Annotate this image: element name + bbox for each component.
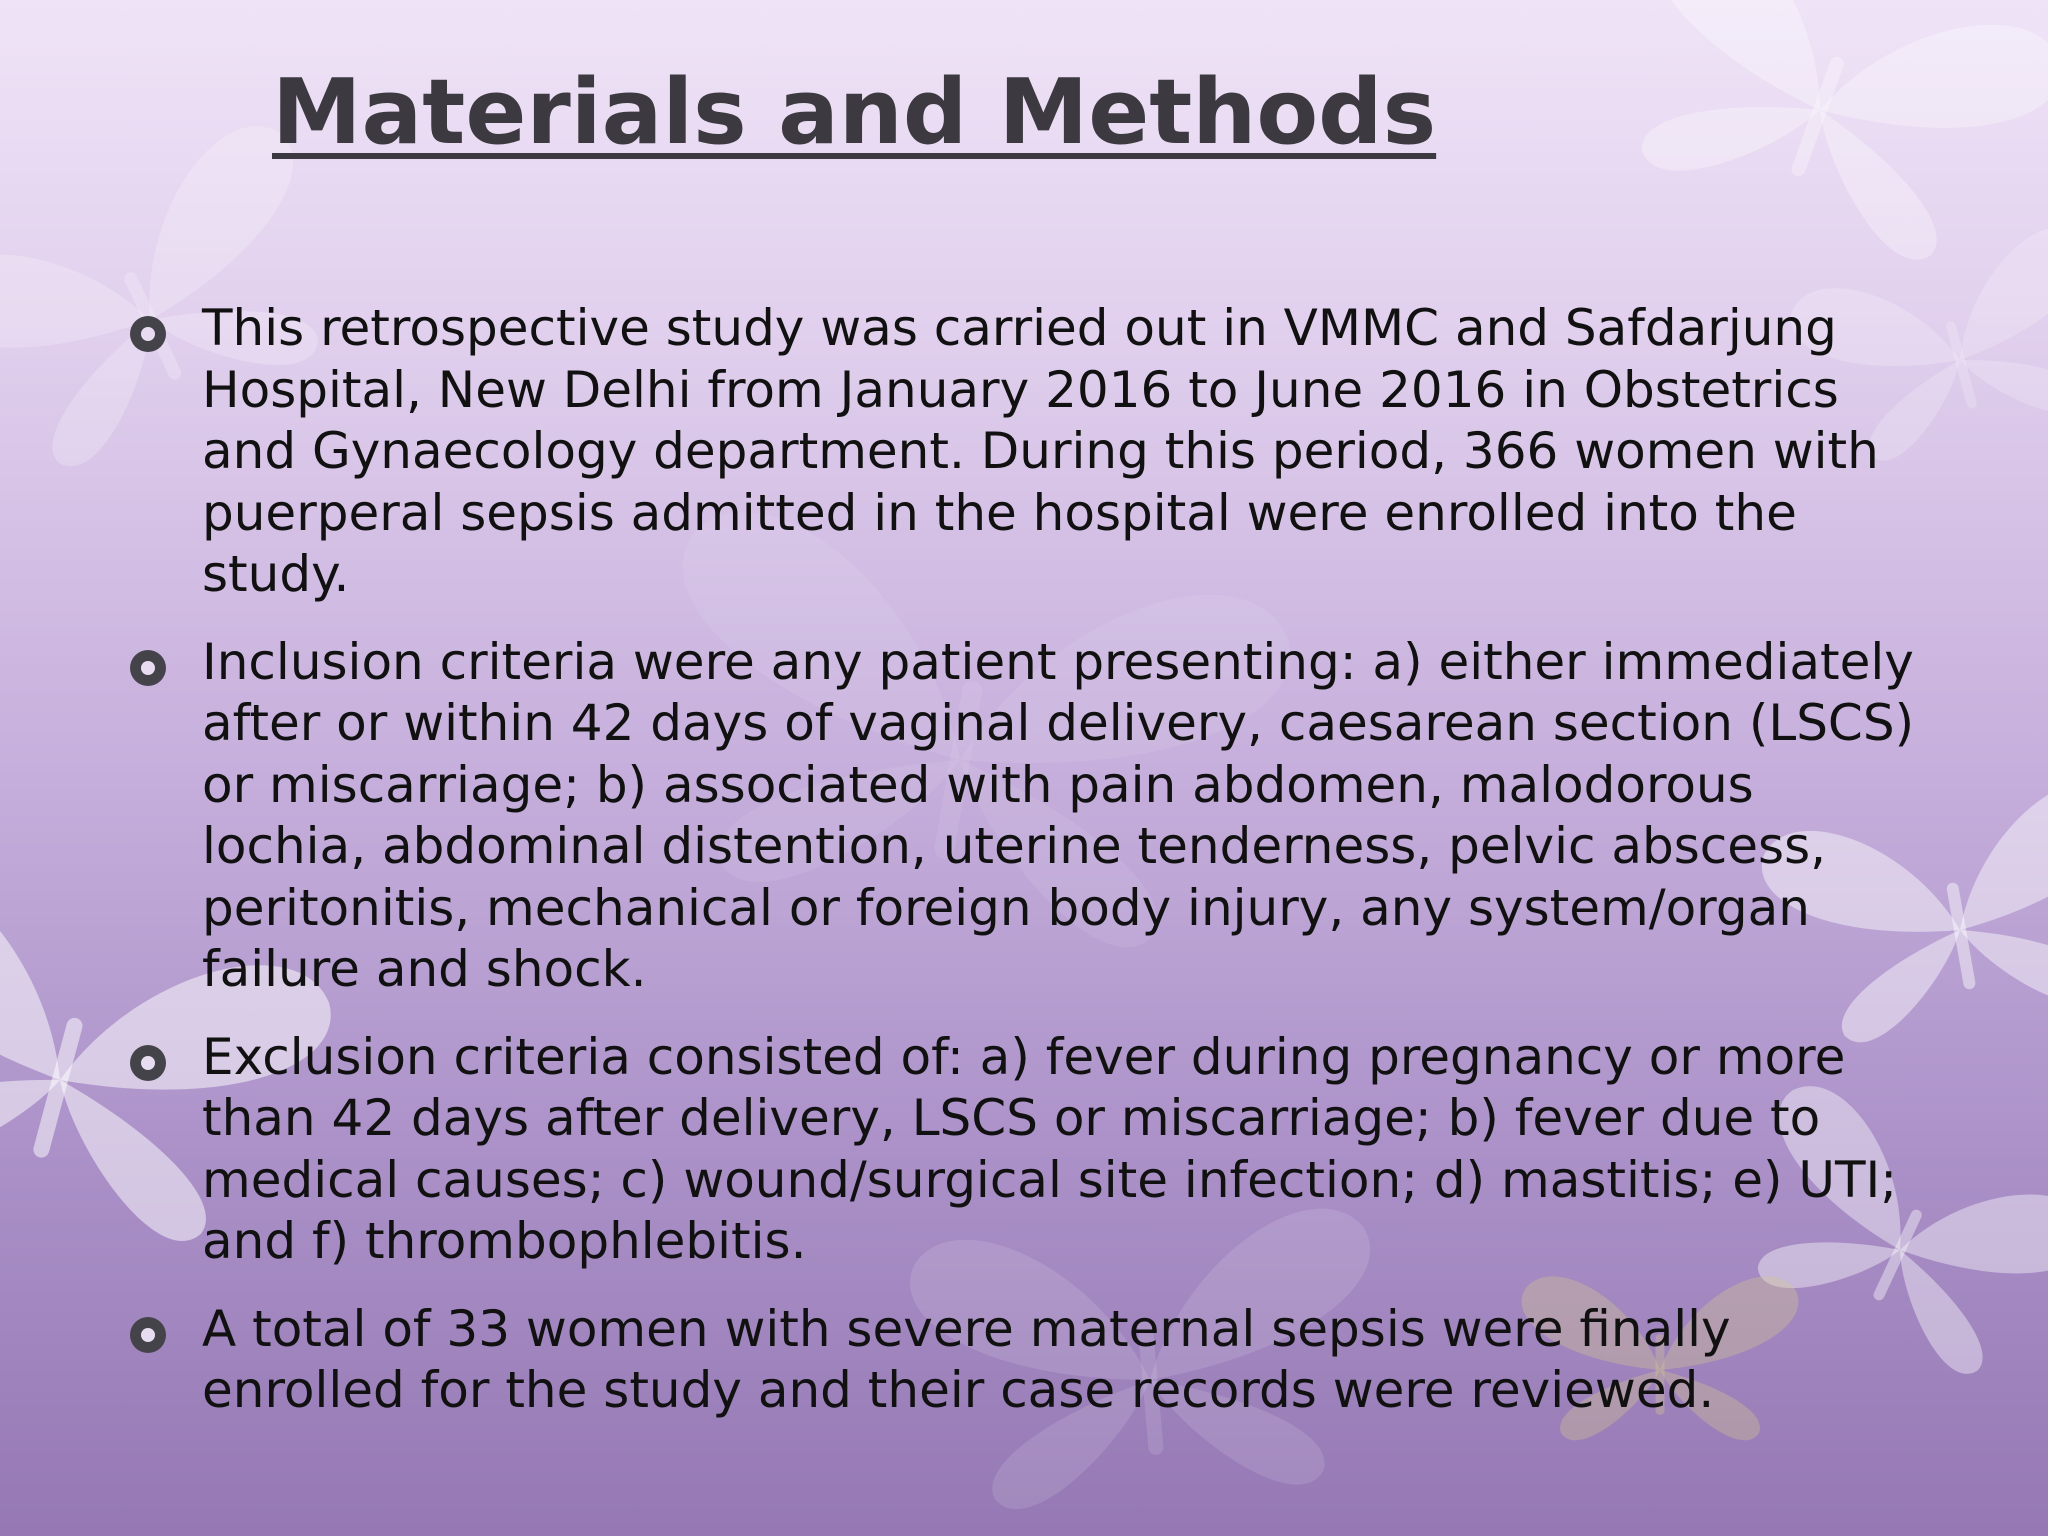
- ring-bullet-icon: [130, 1317, 166, 1353]
- bullet-list: [130, 298, 1930, 1448]
- bullet-item-study-setting: [130, 298, 1930, 606]
- bullet-text: Inclusion criteria were any patient presenting: a) either immediately after or within 42 days of vaginal delivery, caesarean section (LSCS) or miscarriage; b) associated with pain abdomen, malodorous lochia, abdominal distention, uterine tenderness, pelvic abscess, peritonitis, mechanical or foreign body injury, any system/organ failure and shock.: [202, 632, 1915, 998]
- ring-bullet-icon: [130, 1045, 166, 1081]
- bullet-item-total-enrolled: [130, 1299, 1930, 1422]
- bullet-item-inclusion-criteria: [130, 632, 1930, 1001]
- bullet-text: Exclusion criteria consisted of: a) fever during pregnancy or more than 42 days after delivery, LSCS or miscarriage; b) fever due to medical causes; c) wound/surgical site infection; d) mastitis; e) UTI; and f) thrombophlebitis.: [202, 1027, 1898, 1270]
- slide-title: Materials and Methods: [272, 60, 1437, 165]
- bullet-item-exclusion-criteria: [130, 1027, 1930, 1273]
- ring-bullet-icon: [130, 316, 166, 352]
- ring-bullet-icon: [130, 650, 166, 686]
- bullet-text: A total of 33 women with severe maternal sepsis were finally enrolled for the study and their case records were reviewed.: [202, 1299, 1731, 1419]
- bullet-text: This retrospective study was carried out in VMMC and Safdarjung Hospital, New Delhi from January 2016 to June 2016 in Obstetrics and Gynaecology department. During this period, 366 women with puerperal sepsis admitted in the hospital were enrolled into the study.: [202, 299, 1879, 603]
